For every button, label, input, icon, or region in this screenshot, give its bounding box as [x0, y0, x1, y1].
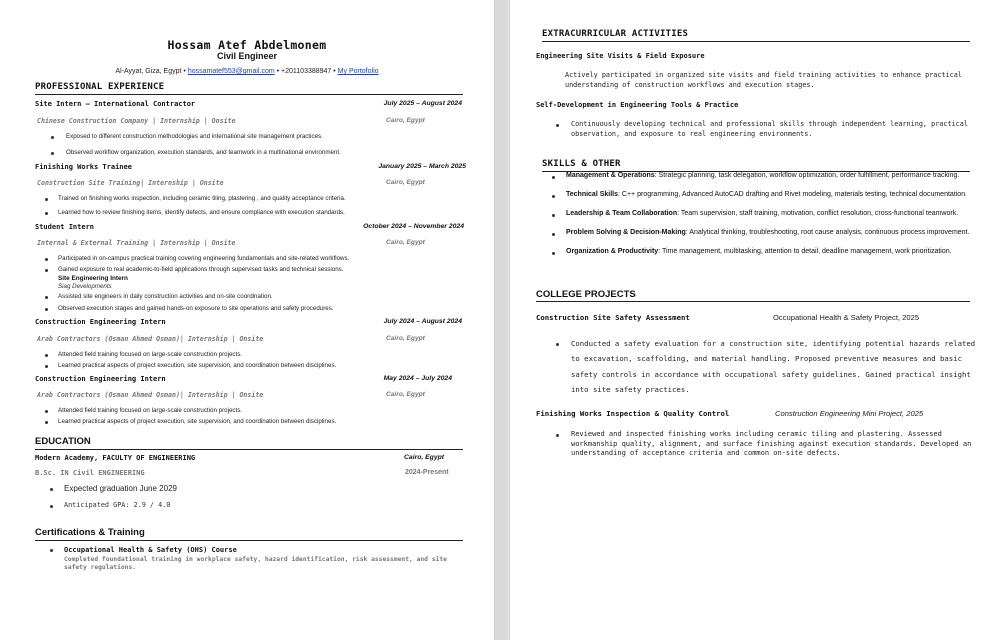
activity-title: Engineering Site Visits & Field Exposure — [536, 52, 705, 60]
bullet-icon — [50, 549, 53, 552]
section-rule — [35, 94, 463, 95]
contact-line — [0, 68, 494, 75]
job-bullet: Observed execution stages and gained hands-on exposure to site operations and safety procedures. — [58, 305, 334, 312]
page-gutter — [495, 0, 508, 640]
skill-label: Organization & Productivity — [566, 248, 659, 255]
bullet-icon — [45, 308, 48, 311]
job-dates: January 2025 – March 2025 — [378, 163, 466, 170]
job-bullet: Attended field training focused on large-scale construction projects. — [58, 351, 243, 358]
skill-text: : Analytical thinking, troubleshooting, root cause analysis, continuous process improvement. — [685, 229, 970, 236]
candidate-name: Hossam Atef Abdelmonem — [167, 38, 327, 52]
bullet-icon — [51, 136, 54, 139]
bullet-icon — [45, 269, 48, 272]
job-bullet: Trained on finishing works inspection, including ceramic tiling, plastering , and quality acceptance criteria. — [58, 195, 346, 202]
education-bullet: Anticipated GPA: 2.9 / 4.0 — [64, 501, 171, 509]
bullet-icon — [45, 198, 48, 201]
job-bullet: Gained exposure to real academic-to-field applications through supervised tasks and technical sessions. — [58, 266, 344, 273]
project-title: Construction Site Safety Assessment — [536, 313, 690, 322]
cert-title: Occupational Health & Safety (OHS) Course — [64, 546, 237, 554]
job-role: Construction Engineering Intern — [35, 318, 166, 326]
skill-item — [566, 210, 976, 219]
skill-item — [566, 191, 981, 200]
experience-heading: PROFESSIONAL EXPERIENCE — [35, 82, 165, 92]
skill-text: : Strategic planning, task delegation, workflow optimization, order fulfillment, performance tracking. — [654, 172, 960, 179]
education-bullet: Expected graduation June 2029 — [64, 484, 177, 493]
skill-label: Leadership & Team Collaboration — [566, 210, 678, 217]
job-location: Cairo, Egypt — [386, 335, 425, 342]
bullet-icon — [552, 233, 555, 236]
job-role: Construction Engineering Intern — [35, 375, 166, 383]
activity-text: Continuously developing technical and professional skills through independent learning, practical observation, and exposure to real engineering environments. — [571, 120, 968, 138]
bullet-icon — [50, 488, 53, 491]
certifications-heading: Certifications & Training — [35, 527, 145, 538]
job-role: Student Intern — [35, 223, 95, 231]
project-title: Finishing Works Inspection & Quality Control — [536, 409, 730, 418]
section-rule — [35, 449, 463, 450]
bullet-icon — [45, 354, 48, 357]
resume-page-2 — [509, 0, 1000, 640]
degree-dates: 2024-Present — [405, 469, 449, 476]
bullet-icon — [45, 421, 48, 424]
job-bullet: Participated in on-campus practical training covering engineering fundamentals and site-related workflows. — [58, 255, 350, 262]
bullet-icon — [556, 434, 559, 437]
job-location: Cairo, Egypt — [386, 391, 425, 398]
bullet-icon — [45, 365, 48, 368]
job-org: Arab Contractors (Osman Ahmed Osman)| Internship | Onsite — [37, 335, 264, 343]
bullet-icon — [556, 124, 559, 127]
bullet-icon — [51, 152, 54, 155]
bullet-icon — [45, 296, 48, 299]
section-rule — [542, 41, 970, 42]
skill-label: Problem Solving & Decision-Making — [566, 229, 686, 236]
job-location: Cairo, Egypt — [386, 239, 425, 246]
job-location: Cairo, Egypt — [386, 179, 425, 186]
skill-text: : Time management, multitasking, attention to detail, deadline management, work prioritization. — [658, 248, 952, 255]
bullet-icon — [45, 212, 48, 215]
sub-role-company: Siag Developments — [58, 283, 112, 290]
skill-item — [566, 229, 976, 238]
projects-heading: COLLEGE PROJECTS — [536, 289, 636, 300]
job-location: Cairo, Egypt — [386, 117, 425, 124]
project-description: Reviewed and inspected finishing works including ceramic tiling and plastering. Assessed workmanship quality, alignment, and surface finishing against execution standards. Developed an understanding of acceptance criteria and common on-site defects. — [571, 430, 972, 457]
bullet-icon — [552, 214, 555, 217]
job-bullet: Observed workflow organization, execution standards, and teamwork in a multinational environment. — [66, 149, 341, 156]
project-type: Occupational Health & Safety Project, 2025 — [773, 313, 920, 322]
school-name: Modern Academy, FACULTY OF ENGINEERING — [35, 454, 196, 462]
sub-role-title: Site Engineering Intern — [58, 275, 128, 282]
portfolio-link[interactable]: My Portofolio — [337, 68, 379, 75]
bullet-icon — [552, 252, 555, 255]
job-org: Chinese Construction Company | Internship | Onsite — [37, 117, 236, 125]
school-location: Cairo, Egypt — [404, 454, 445, 461]
skills-heading: SKILLS & OTHER — [542, 159, 621, 169]
address-text: Al-Ayyat, Giza, Egypt • — [115, 68, 186, 75]
bullet-icon — [45, 258, 48, 261]
job-dates: July 2024 – August 2024 — [383, 318, 462, 325]
job-bullet: Learned how to review finishing items, identify defects, and ensure compliance with execution standards. — [58, 209, 345, 216]
job-role: Site Intern – International Contractor — [35, 100, 196, 108]
skill-item — [566, 172, 976, 181]
job-bullet: Assisted site engineers in daily construction activities and on-site coordination. — [58, 293, 273, 300]
section-rule — [536, 301, 970, 302]
job-bullet: Learned practical aspects of project execution, site supervision, and coordination between disciplines. — [58, 418, 337, 425]
job-dates: May 2024 – July 2024 — [383, 375, 452, 382]
job-dates: July 2025 – August 2024 — [383, 100, 462, 107]
bullet-icon — [556, 343, 559, 346]
job-org: Internal & External Training | Internship | Onsite — [37, 239, 236, 247]
project-description: Conducted a safety evaluation for a construction site, identifying potential hazards related to excavation, scaffolding, and material handling. Proposed preventive measures and basic safety controls in accordance with occupational safety guidelines. Gained practical insight into site safety practices. — [571, 339, 976, 394]
activity-title: Self-Development in Engineering Tools & Practice — [536, 101, 739, 109]
job-dates: October 2024 – November 2024 — [363, 223, 464, 230]
email-link[interactable]: hossamatef553@gmail.com — [187, 68, 275, 75]
project-type: Construction Engineering Mini Project, 2025 — [775, 409, 924, 418]
job-org: Arab Contractors (Osman Ahmed Osman)| Internship | Onsite — [37, 391, 264, 399]
bullet-icon — [552, 176, 555, 179]
candidate-title: Civil Engineer — [216, 51, 278, 61]
job-bullet: Learned practical aspects of project execution, site supervision, and coordination between disciplines. — [58, 362, 337, 369]
job-org: Construction Site Training| Internship | Onsite — [37, 179, 224, 187]
bullet-icon — [45, 410, 48, 413]
skill-label: Management & Operations — [566, 172, 655, 179]
skill-item — [566, 248, 981, 257]
resume-page-1 — [0, 0, 495, 640]
cert-description: Completed foundational training in workplace safety, hazard identification, risk assessment, and site safety regulations. — [64, 556, 447, 571]
phone-text: • +201103388947 • — [276, 68, 336, 75]
section-rule — [35, 540, 463, 541]
skill-text: : C++ programming, Advanced AutoCAD drafting and Rivet modeling, materials testing, technical documentation. — [618, 191, 968, 198]
bullet-icon — [552, 195, 555, 198]
job-bullet: Exposed to different construction methodologies and international site management practices. — [66, 133, 323, 140]
job-bullet: Attended field training focused on large-scale construction projects. — [58, 407, 243, 414]
degree-name: B.Sc. IN Civil ENGINEERING — [35, 469, 145, 477]
activity-text: Actively participated in organized site visits and field training activities to enhance practical understanding of construction workflows and execution stages. — [565, 71, 962, 89]
skill-text: : Team supervision, staff training, motivation, conflict resolution, cross-functional teamwork. — [677, 210, 959, 217]
bullet-icon — [50, 505, 53, 508]
skill-label: Technical Skills — [566, 191, 619, 198]
extracurricular-heading: EXTRACURRICULAR ACTIVITIES — [542, 29, 689, 39]
education-heading: EDUCATION — [35, 436, 91, 447]
job-role: Finishing Works Trainee — [35, 163, 132, 171]
